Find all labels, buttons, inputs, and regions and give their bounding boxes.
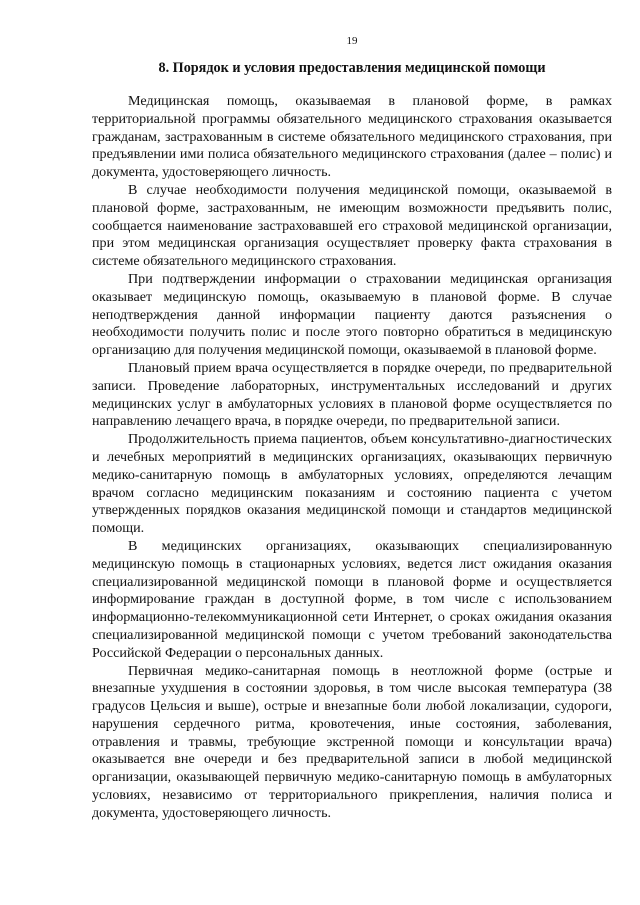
paragraph-4: Плановый прием врача осуществляется в порядке очереди, по предварительной записи. Проведение лабораторных, инструментальных исследований и других медицинских услуг в амбулаторных условиях в плановой форме осуществляется по направлению лечащего врача, в порядке очереди, по предварительной записи. — [92, 359, 612, 430]
paragraph-3: При подтверждении информации о страховании медицинская организация оказывает медицинскую помощь, оказываемую в плановой форме. В случае неподтверждения данной информации пациенту даются разъяснения о необходимости получить полис и после этого повторно обратиться в медицинскую организацию для получения медицинской помощи, оказываемой в плановой форме. — [92, 270, 612, 359]
paragraph-1: Медицинская помощь, оказываемая в плановой форме, в рамках территориальной программы обязательного медицинского страхования оказывается гражданам, застрахованным в системе обязательного медицинского страхования, при предъявлении ими полиса обязательного медицинского страхования (далее – полис) и документа, удостоверяющего личность. — [92, 93, 612, 181]
page-number: 19 — [346, 35, 358, 47]
section-title: 8. Порядок и условия предоставления медицинской помощи — [158, 60, 546, 76]
paragraph-2: В случае необходимости получения медицинской помощи, оказываемой в плановой форме, застрахованным, не имеющим возможности предъявить полис, сообщается наименование застраховавшей его страховой медицинской организации, при этом медицинская организация осуществляет проверку факта страхования в системе обязательного медицинского страхования. — [92, 181, 612, 270]
paragraph-6: В медицинских организациях, оказывающих специализированную медицинскую помощь в стационарных условиях, ведется лист ожидания оказания специализированной медицинской помощи в плановой форме и осуществляется информирование граждан в доступной форме, в том числе с использованием информационно-телекоммуникационной сети Интернет, о сроках ожидания оказания специализированной медицинской помощи с учетом требований законодательства Российской Федерации о персональных данных. — [92, 537, 612, 661]
paragraph-7: Первичная медико-санитарная помощь в неотложной форме (острые и внезапные ухудшения в состоянии здоровья, в том числе высокая температура (38 градусов Цельсия и выше), острые и внезапные боли любой локализации, судороги, нарушения сердечного ритма, кровотечения, иные состояния, заболевания, отравления и травмы, требующие экстренной помощи и консультации врача) оказывается вне очереди и без предварительной записи в любой медицинской организации, оказывающей первичную медико-санитарную помощь в амбулаторных условиях, независимо от территориального прикрепления, наличия полиса и документа, удостоверяющего личность. — [92, 662, 612, 821]
paragraph-5: Продолжительность приема пациентов, объем консультативно-диагностических и лечебных мероприятий в медицинских организациях, оказывающих первичную медико-санитарную помощь в амбулаторных условиях, определяются лечащим врачом согласно медицинским показаниям и состоянию пациента с учетом утвержденных порядков оказания медицинской помощи и стандартов медицинской помощи. — [92, 431, 612, 537]
